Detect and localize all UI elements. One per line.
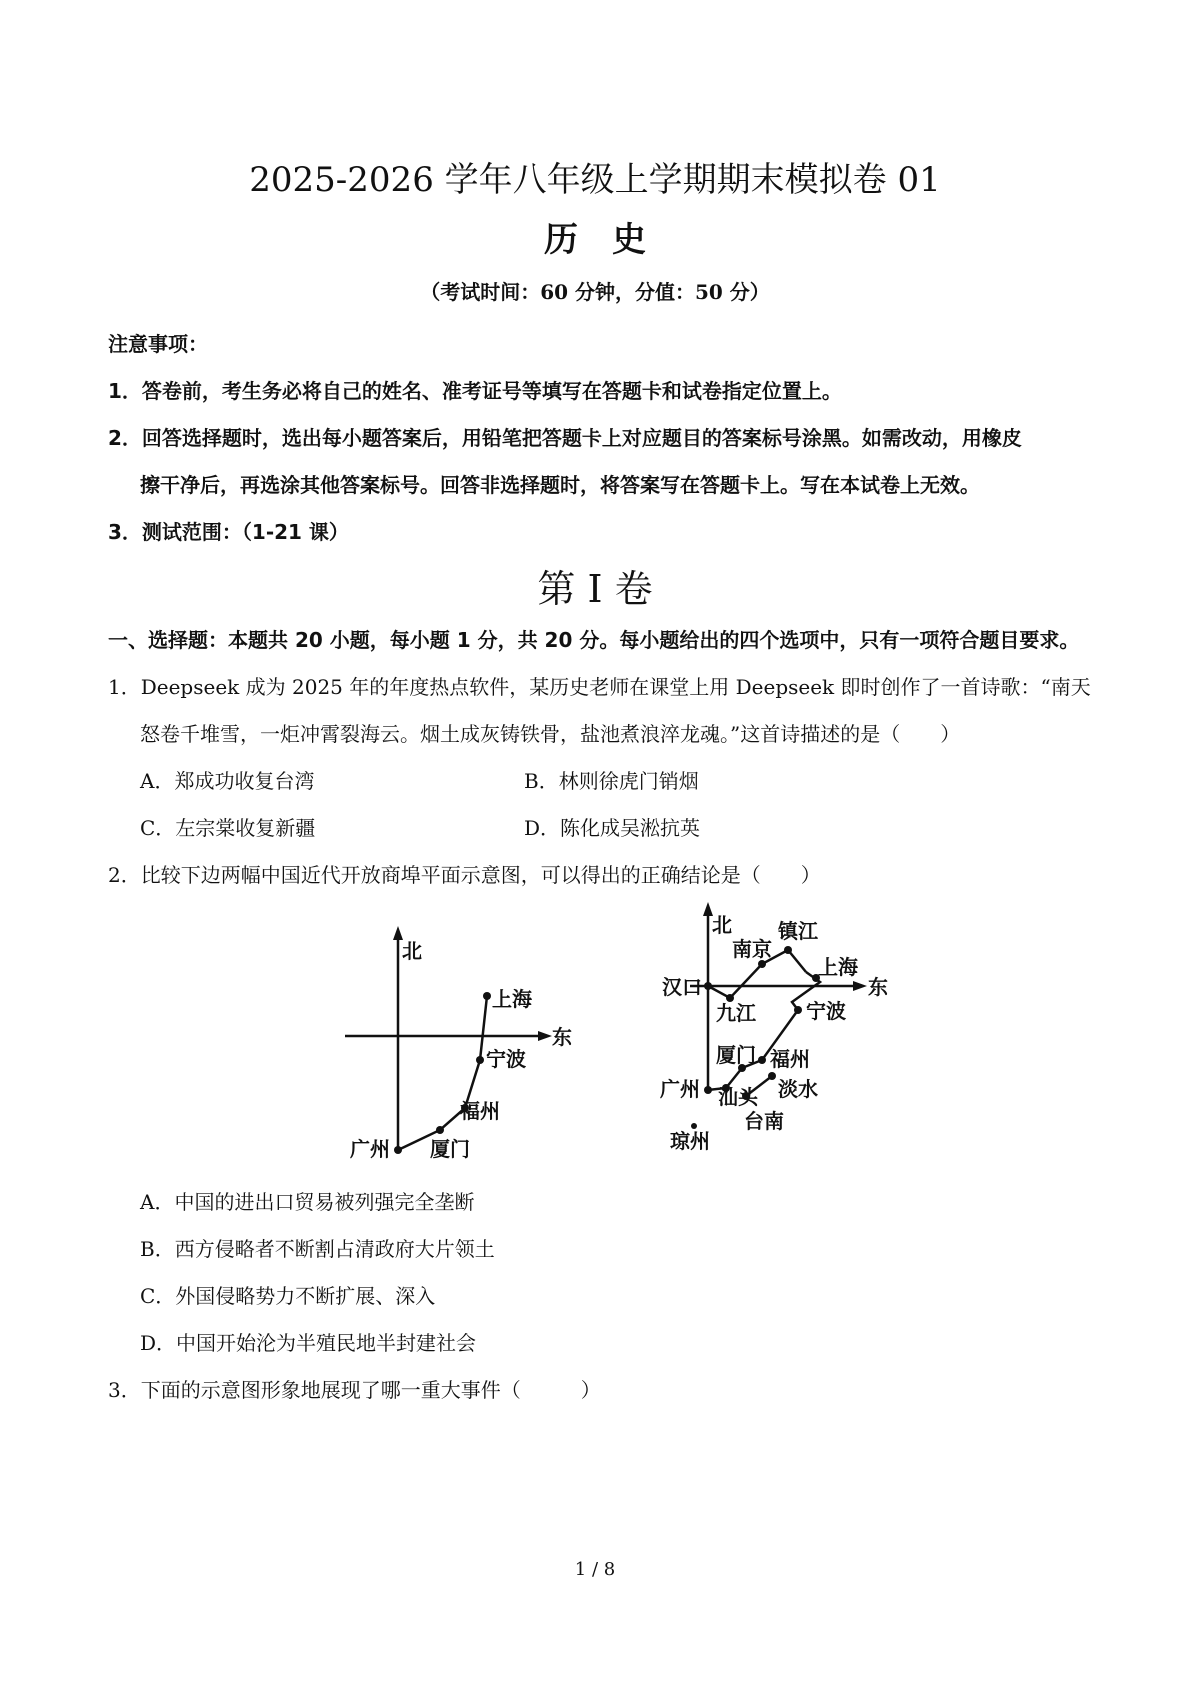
map2-qiongzhou-label: 琼州 xyxy=(670,1129,710,1153)
map2-guangzhou-dot xyxy=(704,1086,712,1094)
map2-zhenjiang-dot xyxy=(784,946,792,954)
map1-xiamen-dot xyxy=(436,1126,444,1134)
q2-stem: 2．比较下边两幅中国近代开放商埠平面示意图，可以得出的正确结论是（ ） xyxy=(108,863,821,887)
map1-guangzhou-label: 广州 xyxy=(350,1137,390,1161)
q1-stem-line-1: 1．Deepseek 成为 2025 年的年度热点软件，某历史老师在课堂上用 Deepseek 即时创作了一首诗歌：“南天 xyxy=(108,675,1091,699)
exam-time-info: （考试时间：60 分钟，分值：50 分） xyxy=(420,280,770,304)
notes-item-3: 3．测试范围：（1-21 课） xyxy=(108,520,349,544)
map2-xiamen-label: 厦门 xyxy=(716,1043,756,1067)
map2-shanghai-label: 上海 xyxy=(818,955,858,979)
map2-shantou-label: 汕头 xyxy=(718,1085,758,1109)
notes-heading: 注意事项： xyxy=(108,332,208,356)
treaty-ports-map-1 xyxy=(340,920,580,1170)
map1-north-arrow xyxy=(393,926,403,940)
notes-item-2-line-1: 2．回答选择题时，选出每小题答案后，用铅笔把答题卡上对应题目的答案标号涂黑。如需改动，用橡皮 xyxy=(108,426,1022,450)
map2-ningbo-label: 宁波 xyxy=(806,999,846,1023)
map1-xiamen-label: 厦门 xyxy=(430,1137,470,1161)
map2-nanjing-label: 南京 xyxy=(732,937,772,961)
map2-fuzhou-dot xyxy=(758,1056,766,1064)
q3-stem: 3．下面的示意图形象地展现了哪一重大事件（ ） xyxy=(108,1378,601,1402)
section-title: 第 I 卷 xyxy=(537,567,653,611)
treaty-ports-map-2 xyxy=(650,898,900,1160)
map2-east-label: 东 xyxy=(868,975,888,999)
map2-tainan-label: 台南 xyxy=(744,1109,784,1133)
map2-danshui-dot xyxy=(768,1072,776,1080)
map1-shanghai-label: 上海 xyxy=(492,987,532,1011)
q2-option-a[interactable]: A．中国的进出口贸易被列强完全垄断 xyxy=(140,1190,475,1214)
map2-jiujiang-label: 九江 xyxy=(716,1001,756,1025)
map1-shanghai-dot xyxy=(483,992,491,1000)
q2-option-c[interactable]: C．外国侵略势力不断扩展、深入 xyxy=(140,1284,436,1308)
map1-ningbo-label: 宁波 xyxy=(486,1047,526,1071)
map2-guangzhou-label: 广州 xyxy=(660,1077,700,1101)
exam-title: 2025-2026 学年八年级上学期期末模拟卷 01 xyxy=(249,160,941,200)
map2-east-arrow xyxy=(853,981,867,991)
q1-stem-line-2: 怒卷千堆雪，一炬冲霄裂海云。烟土成灰铸铁骨，盐池煮浪淬龙魂。”这首诗描述的是（ ） xyxy=(140,722,961,746)
map1-ningbo-dot xyxy=(476,1056,484,1064)
notes-item-2-line-2: 擦干净后，再选涂其他答案标号。回答非选择题时，将答案写在答题卡上。写在本试卷上无效。 xyxy=(140,473,980,497)
page-number: 1 / 8 xyxy=(574,1559,616,1580)
map1-fuzhou-label: 福州 xyxy=(460,1099,500,1123)
map2-nanjing-dot xyxy=(758,960,766,968)
map2-coast-route xyxy=(708,972,820,1090)
q1-option-b[interactable]: B．林则徐虎门销烟 xyxy=(524,769,699,793)
map2-north-label: 北 xyxy=(712,913,732,937)
part1-instructions: 一、选择题：本题共 20 小题，每小题 1 分，共 20 分。每小题给出的四个选项中，只有一项符合题目要求。 xyxy=(108,628,1080,652)
notes-item-1: 1．答卷前，考生务必将自己的姓名、准考证号等填写在答题卡和试卷指定位置上。 xyxy=(108,379,842,403)
map1-guangzhou-dot xyxy=(394,1146,402,1154)
map1-east-label: 东 xyxy=(552,1025,572,1049)
map1-north-label: 北 xyxy=(402,939,422,963)
map2-fuzhou-label: 福州 xyxy=(770,1047,810,1071)
q2-option-b[interactable]: B．西方侵略者不断割占清政府大片领土 xyxy=(140,1237,495,1261)
map2-hankou-label: 汉口 xyxy=(662,975,702,999)
map2-danshui-label: 淡水 xyxy=(778,1077,818,1101)
subject-title: 历史 xyxy=(544,220,680,260)
map1-east-arrow xyxy=(538,1031,552,1041)
q2-option-d[interactable]: D．中国开始沦为半殖民地半封建社会 xyxy=(140,1331,477,1355)
q1-option-c[interactable]: C．左宗棠收复新疆 xyxy=(140,816,316,840)
map2-hankou-dot xyxy=(704,982,712,990)
q1-option-a[interactable]: A．郑成功收复台湾 xyxy=(140,769,315,793)
map2-zhenjiang-label: 镇江 xyxy=(778,919,818,943)
q1-option-d[interactable]: D．陈化成吴淞抗英 xyxy=(524,816,701,840)
map2-ningbo-dot xyxy=(794,1006,802,1014)
